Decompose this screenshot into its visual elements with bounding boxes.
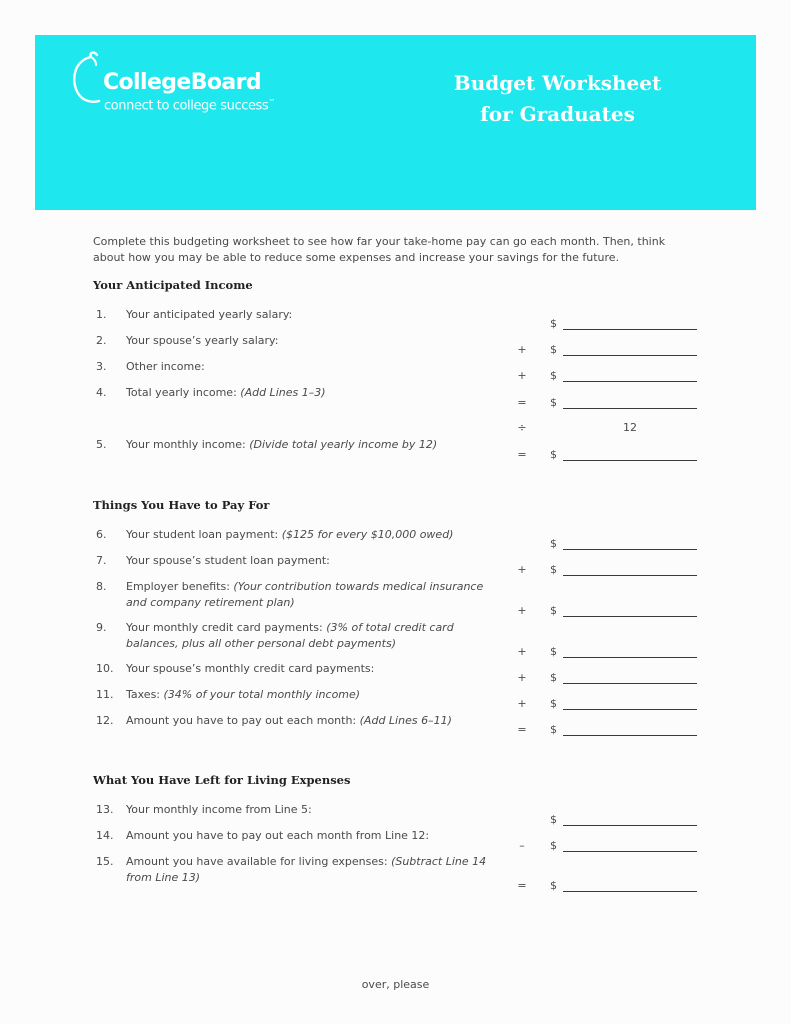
operator-sign: = bbox=[517, 396, 527, 409]
dollar-sign: $ bbox=[550, 343, 557, 356]
footer-note: over, please bbox=[361, 978, 430, 991]
dollar-sign: $ bbox=[550, 317, 557, 330]
dollar-sign: $ bbox=[550, 723, 557, 736]
line-instruction: (Add Lines 1–3) bbox=[240, 386, 326, 399]
line-text: Amount you have available for living expenses: bbox=[126, 855, 392, 868]
line-number: 14. bbox=[96, 829, 114, 842]
title-line-1: Budget Worksheet bbox=[453, 71, 662, 95]
line-text: Your monthly income: bbox=[126, 438, 250, 451]
amount-blank-field[interactable] bbox=[563, 825, 697, 826]
dollar-sign: $ bbox=[550, 563, 557, 576]
amount-blank-field[interactable] bbox=[563, 616, 697, 617]
line-label bbox=[126, 437, 496, 453]
line-text: Amount you have to pay out each month from Line 12: bbox=[126, 829, 430, 842]
operator-sign: + bbox=[517, 563, 527, 576]
line-text: Taxes: bbox=[126, 688, 164, 701]
dollar-sign: $ bbox=[550, 604, 557, 617]
amount-blank-field[interactable] bbox=[563, 355, 697, 356]
operator-sign: + bbox=[517, 369, 527, 382]
amount-blank-field[interactable] bbox=[563, 709, 697, 710]
line-text: Your student loan payment: bbox=[126, 528, 282, 541]
line-instruction: (Your contribution towards medical insurance and company retirement plan) bbox=[126, 580, 484, 609]
line-text: Total yearly income: bbox=[126, 386, 241, 399]
line-text: Your anticipated yearly salary: bbox=[126, 308, 293, 321]
brand-tagline: connect to college success™ bbox=[104, 98, 275, 114]
section-title: Things You Have to Pay For bbox=[93, 498, 270, 512]
line-label bbox=[126, 359, 496, 375]
line-text: Employer benefits: bbox=[126, 580, 234, 593]
line-number: 3. bbox=[96, 360, 107, 373]
operator-sign: + bbox=[517, 343, 527, 356]
amount-blank-field[interactable] bbox=[563, 329, 697, 330]
line-number: 12. bbox=[96, 714, 114, 727]
line-instruction: (Add Lines 6–11) bbox=[359, 714, 452, 727]
line-number: 5. bbox=[96, 438, 107, 451]
dollar-sign: $ bbox=[550, 537, 557, 550]
line-label bbox=[126, 828, 496, 844]
line-number: 10. bbox=[96, 662, 114, 675]
section-title: What You Have Left for Living Expenses bbox=[93, 773, 351, 787]
line-number: 15. bbox=[96, 855, 114, 868]
line-text: Your spouse’s monthly credit card payments: bbox=[126, 662, 375, 675]
operator-sign: – bbox=[519, 839, 525, 852]
line-text: Your monthly income from Line 5: bbox=[126, 803, 312, 816]
line-label bbox=[126, 854, 496, 886]
line-text: Your monthly credit card payments: bbox=[126, 621, 327, 634]
operator-sign: = bbox=[517, 723, 527, 736]
line-label bbox=[126, 385, 496, 401]
line-number: 4. bbox=[96, 386, 107, 399]
brand-name: CollegeBoard bbox=[103, 70, 262, 95]
amount-blank-field[interactable] bbox=[563, 460, 697, 461]
line-label bbox=[126, 307, 496, 323]
line-number: 11. bbox=[96, 688, 114, 701]
header-banner bbox=[35, 35, 756, 210]
line-number: 6. bbox=[96, 528, 107, 541]
line-number: 2. bbox=[96, 334, 107, 347]
operator-sign: + bbox=[517, 671, 527, 684]
operator-sign: ÷ bbox=[517, 421, 527, 434]
line-number: 1. bbox=[96, 308, 107, 321]
line-label bbox=[126, 333, 496, 349]
line-text: Amount you have to pay out each month: bbox=[126, 714, 360, 727]
dollar-sign: $ bbox=[550, 671, 557, 684]
line-instruction: ($125 for every $10,000 owed) bbox=[281, 528, 454, 541]
document-title bbox=[435, 68, 680, 130]
line-label bbox=[126, 661, 496, 677]
line-label bbox=[126, 802, 496, 818]
dollar-sign: $ bbox=[550, 396, 557, 409]
section-title: Your Anticipated Income bbox=[93, 278, 253, 292]
line-text: Your spouse’s student loan payment: bbox=[126, 554, 330, 567]
amount-blank-field[interactable] bbox=[563, 657, 697, 658]
line-label bbox=[126, 620, 496, 652]
line-instruction: (Divide total yearly income by 12) bbox=[249, 438, 438, 451]
operator-sign: = bbox=[517, 448, 527, 461]
amount-blank-field[interactable] bbox=[563, 408, 697, 409]
amount-blank-field[interactable] bbox=[563, 891, 697, 892]
line-number: 9. bbox=[96, 621, 107, 634]
dollar-sign: $ bbox=[550, 645, 557, 658]
line-text: Other income: bbox=[126, 360, 205, 373]
amount-blank-field[interactable] bbox=[563, 549, 697, 550]
amount-blank-field[interactable] bbox=[563, 735, 697, 736]
line-label bbox=[126, 527, 496, 543]
operator-sign: + bbox=[517, 697, 527, 710]
line-number: 7. bbox=[96, 554, 107, 567]
operator-sign: = bbox=[517, 879, 527, 892]
intro-paragraph: Complete this budgeting worksheet to see how far your take-home pay can go each month. Then, think about how you may be able to reduce some expenses and increase your savings for the future. bbox=[93, 235, 666, 264]
line-instruction: (34% of your total monthly income) bbox=[163, 688, 361, 701]
dollar-sign: $ bbox=[550, 839, 557, 852]
amount-blank-field[interactable] bbox=[563, 851, 697, 852]
line-text: Your spouse’s yearly salary: bbox=[126, 334, 279, 347]
line-instruction: (Subtract Line 14 from Line 13) bbox=[126, 855, 487, 884]
operator-sign: + bbox=[517, 604, 527, 617]
line-number: 13. bbox=[96, 803, 114, 816]
dollar-sign: $ bbox=[550, 448, 557, 461]
title-line-2: for Graduates bbox=[480, 102, 635, 126]
line-label bbox=[126, 579, 496, 611]
amount-blank-field[interactable] bbox=[563, 575, 697, 576]
line-number: 8. bbox=[96, 580, 107, 593]
dollar-sign: $ bbox=[550, 369, 557, 382]
dollar-sign: $ bbox=[550, 813, 557, 826]
divisor-value: 12 bbox=[623, 421, 637, 434]
line-instruction: (3% of total credit card balances, plus all other personal debt payments) bbox=[126, 621, 454, 650]
amount-blank-field[interactable] bbox=[563, 683, 697, 684]
amount-blank-field[interactable] bbox=[563, 381, 697, 382]
line-label bbox=[126, 553, 496, 569]
line-label bbox=[126, 713, 496, 729]
operator-sign: + bbox=[517, 645, 527, 658]
line-label bbox=[126, 687, 496, 703]
dollar-sign: $ bbox=[550, 879, 557, 892]
dollar-sign: $ bbox=[550, 697, 557, 710]
